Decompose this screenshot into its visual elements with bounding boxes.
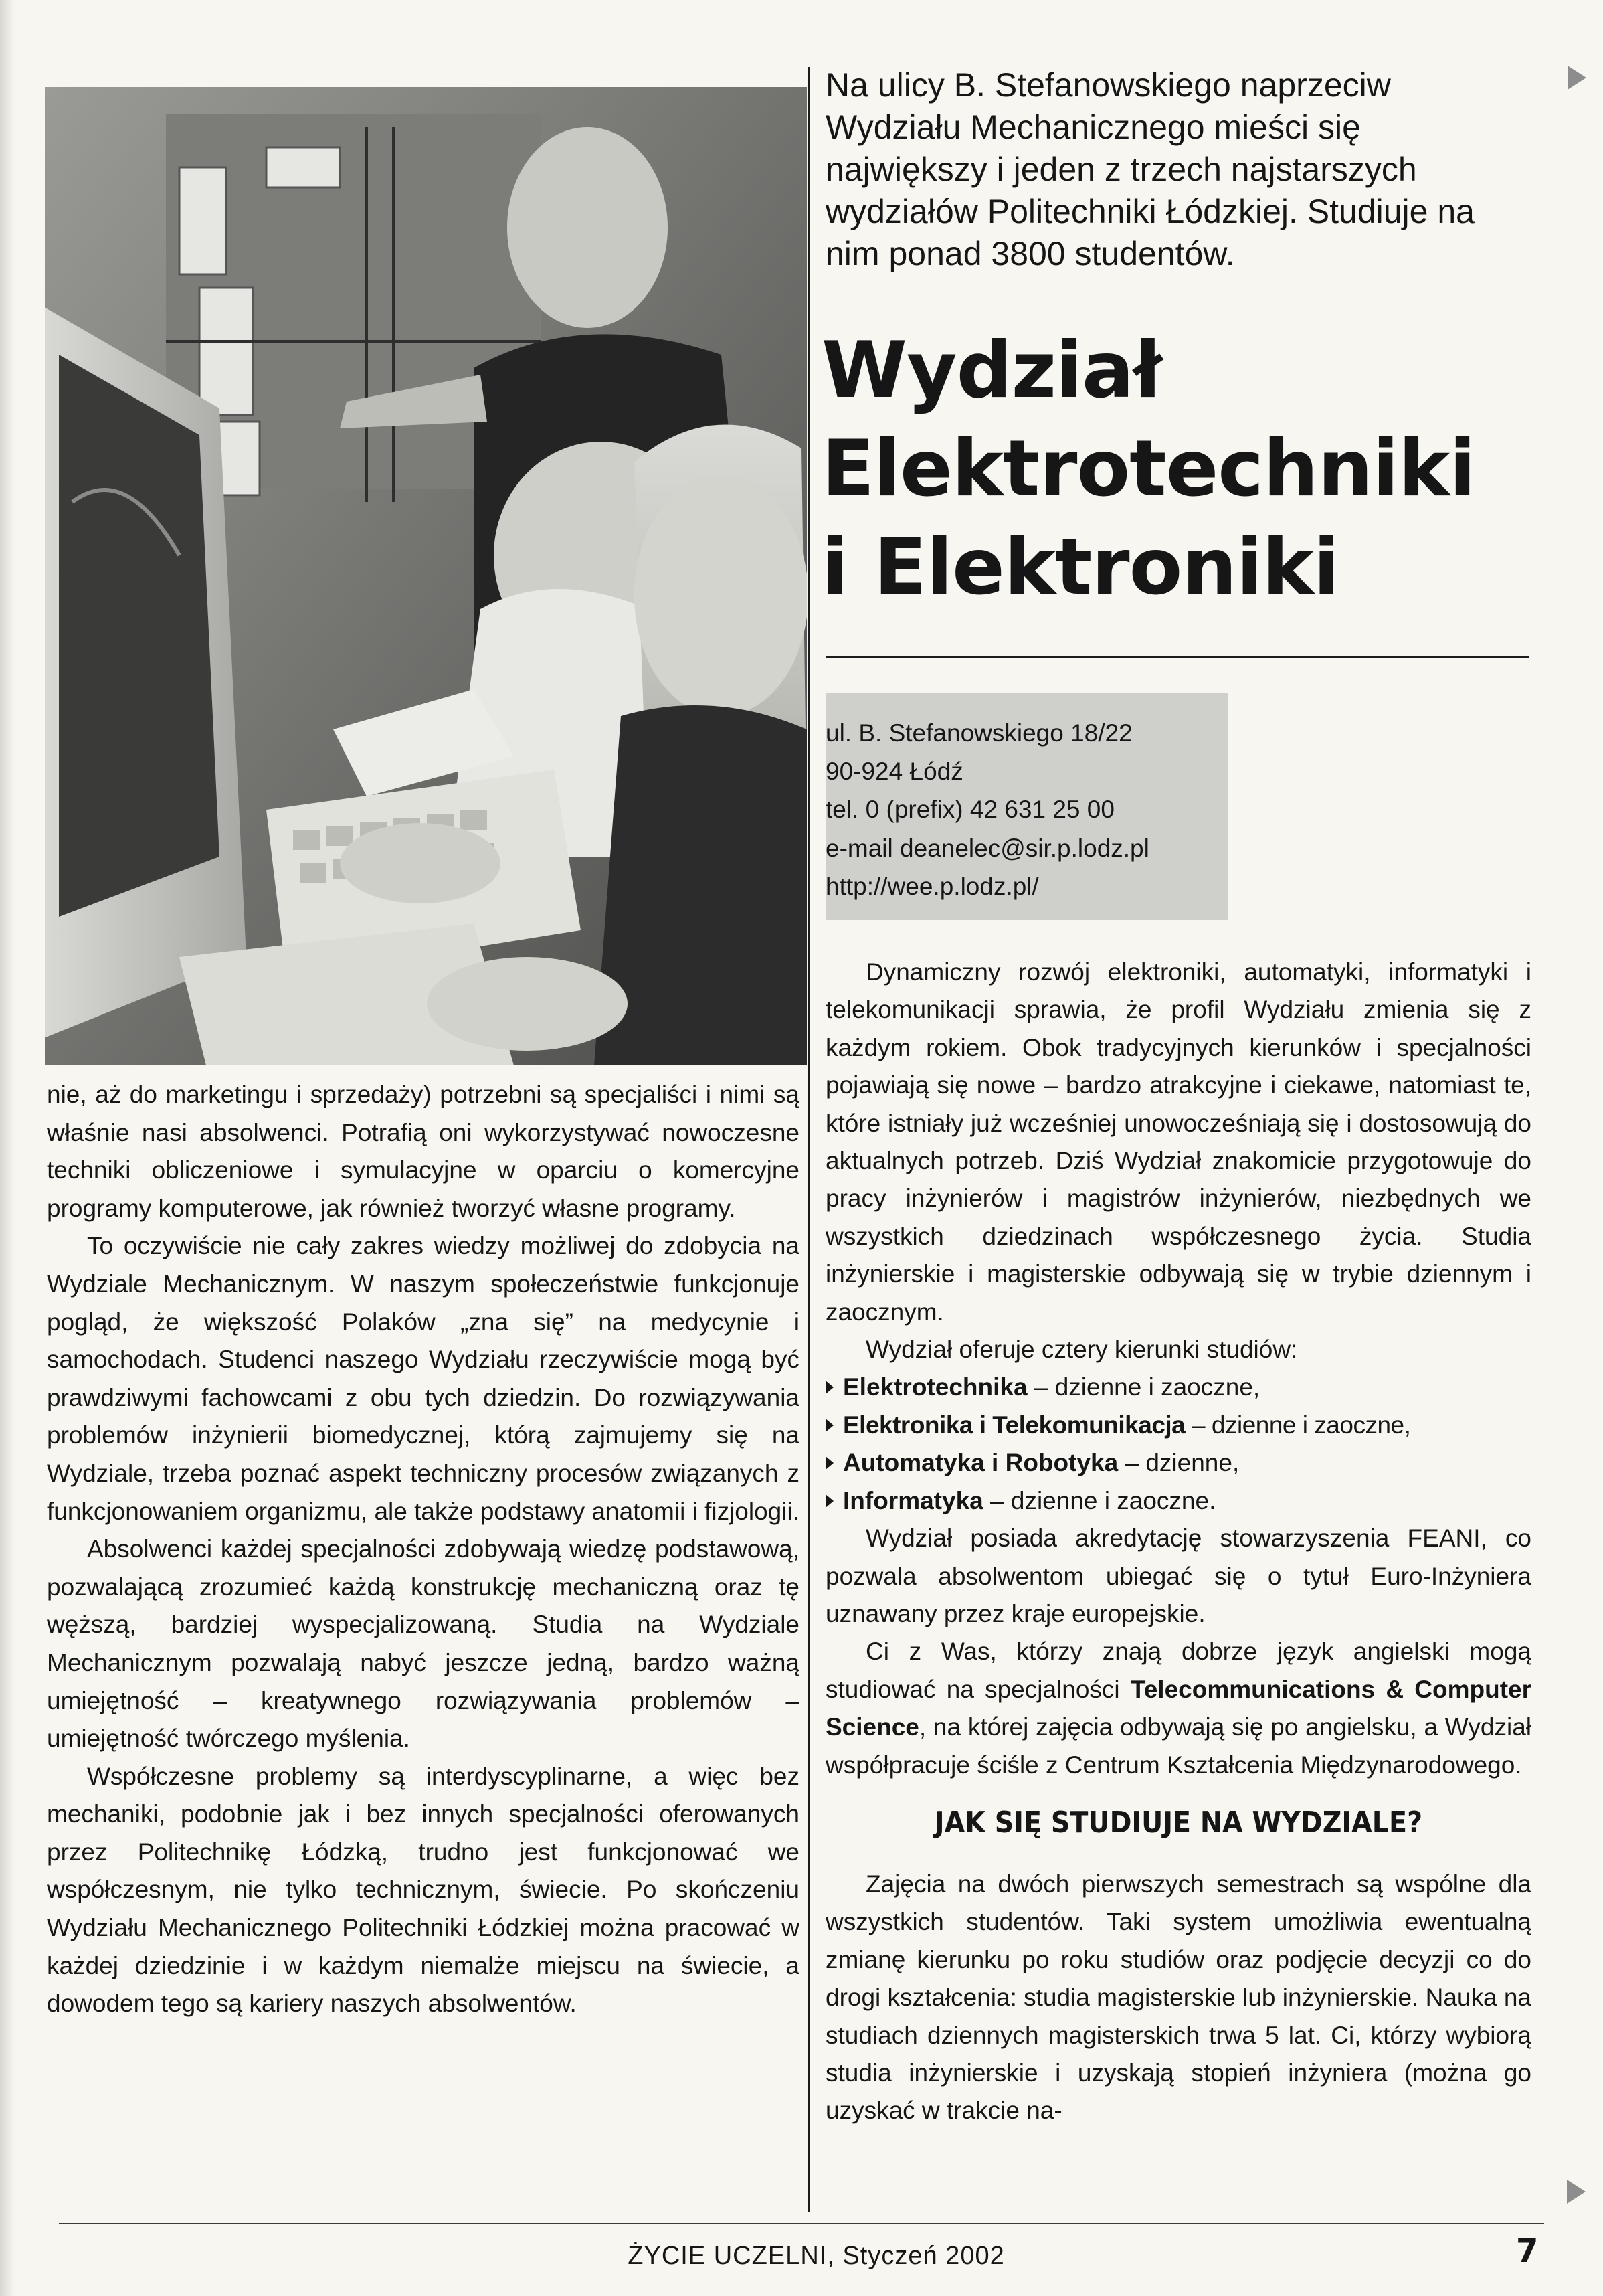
left-paragraph-3: Absolwenci każdej specjalności zdobywają wiedzę podstawową, pozwalającą zrozumieć każdą konstrukcję mechaniczną oraz tę węższą, bardziej wyspecjalizowaną. Studia na Wydziale Mechanicznym pozwalają nabyć jeszcze jedną, bardzo ważną umiejętność – kreatywnego rozwiązywania problemów – umiejętność twórczego myślenia. [47,1535,799,1753]
program-mode: – dzienne i zaoczne, [1185,1411,1411,1439]
program-mode: – dzienne i zaoczne. [983,1486,1216,1514]
title-line-1: Wydział [822,325,1162,416]
program-name: Automatyka i Robotyka [843,1449,1119,1477]
contact-city: 90-924 Łódź [826,758,963,786]
left-paragraph-4: Współczesne problemy są interdyscyplinarne, a więc bez mechaniki, podobnie jak i bez innych specjalności oferowanych przez Politechnikę Łódzką, trudno jest funkcjonować we współczesnym, nie tylko technicznym, świecie. Po skończeniu Wydziału Mechanicznego Politechniki Łódzkiej można pracować w każdej dziedzinie i w każdym niemalże miejscu na świecie, a dowodem tego są kariery naszych absolwentów. [47,1762,799,2018]
bullet-icon [826,1381,834,1394]
title-line-2: Elektrotechniki [822,424,1475,514]
left-paragraph-2: To oczywiście nie cały zakres wiedzy możliwej do zdobycia na Wydziale Mechanicznym. W naszym społeczeństwie funkcjonuje pogląd, że większość Polaków „zna się” na medycynie i samochodach. Studenci naszego Wydziału rzeczywiście mogą być prawdziwymi fachowcami z obu tych dziedzin. Do rozwiązywania problemów inżynierii biomedycznej, którą zajmujemy się na Wydziale, trzeba poznać aspekt techniczny procesów związanych z funkcjonowaniem organizmu, ale także podstawy anatomii i fizjologii. [47,1232,799,1525]
article-title [822,321,1558,616]
right-column-body [826,954,1531,2130]
footer-masthead [515,2240,1117,2271]
contact-phone: tel. 0 (prefix) 42 631 25 00 [826,796,1115,824]
right-paragraph-2: Wydział oferuje cztery kierunki studiów: [866,1336,1298,1364]
left-column-body [47,1076,799,2023]
footer-date: Styczeń 2002 [842,2242,1005,2270]
contact-street: ul. B. Stefanowskiego 18/22 [826,719,1133,747]
left-paragraph-1: nie, aż do marketingu i sprzedaży) potrzebni są specjaliści i nimi są właśnie nasi absolwenci. Potrafią oni wykorzystywać nowoczesne techniki obliczeniowe i symulacyjne w oparciu o komercyjne programy komputerowe, jak również tworzyć własne programy. [47,1081,799,1222]
title-underline [826,656,1529,658]
program-name: Elektrotechnika [843,1373,1028,1401]
right-paragraph-5: Zajęcia na dwóch pierwszych semestrach są wspólne dla wszystkich studentów. Taki system umożliwia ewentualną zmianę kierunku po roku studiów oraz podjęcie decyzji co do drogi kształcenia: studia magisterskie lub inżynierskie. Nauka na studiach dziennych magisterskich trwa 5 lat. Ci, którzy wybiorą studia inżynierskie i uzyskają stopień inżyniera (można go uzyskać w trakcie na- [826,1870,1532,2125]
page-number: 7 [1516,2232,1539,2270]
program-mode: – dzienne i zaoczne, [1027,1373,1260,1401]
column-divider [808,67,810,2212]
right-paragraph-1: Dynamiczny rozwój elektroniki, automatyki, informatyki i telekomunikacji sprawia, że profil Wydziału zmienia się z każdym rokiem. Obok tradycyjnych kierunków i specjalności pojawiają się nowe – bardzo atrakcyjne i ciekawe, natomiast te, które istniały już wcześniej unowocześniają się i dostosowują do aktualnych potrzeb. Dziś Wydział znakomicie przygotowuje do pracy inżynierów i magistrów inżynierów, niezbędnych we wszystkich dziedzinach współczesnego życia. Studia inżynierskie i magisterskie odbywają się w trybie dziennym i zaocznym. [826,958,1531,1326]
specialty-name: Telecommunications & Computer Science [826,1675,1531,1741]
contact-url: http://wee.p.lodz.pl/ [826,872,1039,900]
intro-text: Na ulicy B. Stefanowskiego naprzeciw Wydziału Mechanicznego mieści się największy i jeden z trzech najstarszych wydziałów Politechniki Łódzkiej. Studiuje na nim ponad 3800 studentów. [826,66,1475,272]
p4-start: Ci z Was, którzy znają dobrze język angielski mogą studiować na specjalności [826,1638,1531,1703]
program-item [826,1444,1531,1482]
p4-end: , na której zajęcia odbywają się po angielsku, a Wydział współpracuje ściśle z Centrum Kształcenia Międzynarodowego. [826,1713,1531,1779]
contact-email: e-mail deanelec@sir.p.lodz.pl [826,834,1149,862]
photo-illustration [45,87,807,1065]
right-paragraph-3: Wydział posiada akredytację stowarzyszenia FEANI, co pozwala absolwentom ubiegać się o tytuł Euro-Inżyniera uznawany przez kraje europejskie. [826,1524,1531,1627]
title-line-3: i Elektroniki [822,522,1339,612]
program-mode: – dzienne, [1118,1449,1240,1477]
photo-students-at-computer [45,87,807,1065]
program-name: Elektronika i Telekomunikacja [843,1411,1186,1439]
program-name: Informatyka [843,1486,983,1514]
footer-rule [59,2223,1544,2224]
contact-box [826,693,1228,920]
right-paragraph-4 [826,1633,1531,1784]
bullet-icon [826,1419,834,1432]
program-item [826,1482,1531,1520]
footer-magazine-name: ŻYCIE UCZELNI, [628,2242,835,2270]
program-item [826,1368,1531,1406]
program-item [826,1407,1531,1444]
bullet-icon [826,1456,834,1470]
section-heading: JAK SIĘ STUDIUJE NA WYDZIALE? [934,1805,1423,1840]
program-list [826,1368,1531,1520]
continuation-arrow-icon [1568,66,1586,90]
continuation-arrow-icon [1567,2180,1586,2204]
page-binding-shadow [0,0,15,2296]
bullet-icon [826,1494,834,1508]
